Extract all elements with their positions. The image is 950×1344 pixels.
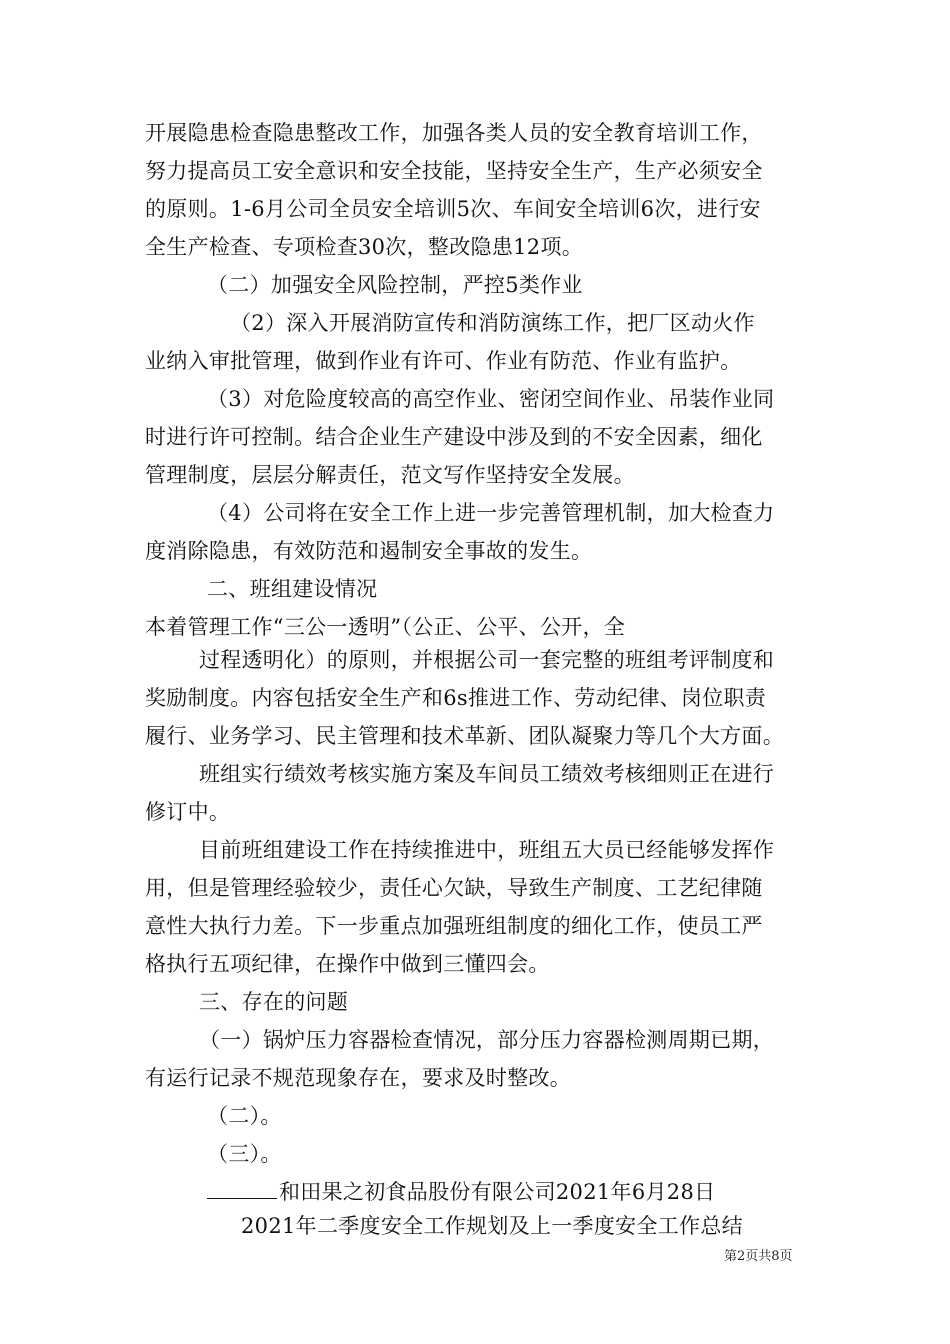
- body-text-line: （3）对危险度较高的高空作业、密闭空间作业、吊装作业同: [207, 387, 775, 411]
- body-text-line: 本着管理工作“三公一透明”（公正、公平、公开，全: [145, 615, 626, 639]
- signature-line: [207, 1178, 715, 1206]
- body-text-line: 有运行记录不规范现象存在，要求及时整改。: [145, 1066, 571, 1090]
- body-text-line: 管理制度，层层分解责任，范文写作坚持安全发展。: [145, 463, 635, 487]
- body-text-line: 意性大执行力差。下一步重点加强班组制度的细化工作，使员工严: [145, 914, 763, 938]
- body-text-line: 全生产检查、专项检查30次，整改隐患12项。: [145, 235, 584, 259]
- body-text-line: 业纳入审批管理，做到作业有许可、作业有防范、作业有监护。: [145, 349, 742, 373]
- body-text-line: 的原则。1-6月公司全员安全培训5次、车间安全培训6次，进行安: [145, 197, 761, 221]
- body-text-line: 时进行许可控制。结合企业生产建设中涉及到的不安全因素，细化: [145, 425, 763, 449]
- body-text-line: 用，但是管理经验较少，责任心欠缺，导致生产制度、工艺纪律随: [145, 876, 763, 900]
- section-heading: 二、班组建设情况: [207, 577, 378, 601]
- page-number: 第2页共8页: [724, 1249, 793, 1264]
- body-text-line: 格执行五项纪律，在操作中做到三懂四会。: [145, 952, 550, 976]
- body-text-line: （2）深入开展消防宣传和消防演练工作，把厂区动火作: [230, 311, 755, 335]
- body-text-line: 奖励制度。内容包括安全生产和6s推进工作、劳动纪律、岗位职责: [145, 686, 767, 710]
- next-document-title: 2021年二季度安全工作规划及上一季度安全工作总结: [241, 1214, 743, 1238]
- subheading-line: （二）加强安全风险控制，严控5类作业: [207, 273, 583, 297]
- body-text-line: 修订中。: [145, 800, 231, 824]
- body-text-line: 过程透明化）的原则，并根据公司一套完整的班组考评制度和: [199, 648, 775, 672]
- body-text-line: （4）公司将在安全工作上进一步完善管理机制，加大检查力: [207, 501, 775, 525]
- body-text-line: 班组实行绩效考核实施方案及车间员工绩效考核细则正在进行: [199, 762, 775, 786]
- body-text-line: 度消除隐患，有效防范和遏制安全事故的发生。: [145, 539, 593, 563]
- body-text-line: （一）锅炉压力容器检查情况，部分压力容器检测周期已期，: [199, 1028, 775, 1052]
- section-heading: 三、存在的问题: [199, 990, 349, 1014]
- body-text-line: （二）。: [207, 1104, 282, 1128]
- body-text-line: 开展隐患检查隐患整改工作，加强各类人员的安全教育培训工作，: [145, 121, 763, 145]
- body-text-line: 努力提高员工安全意识和安全技能，坚持安全生产，生产必须安全: [145, 159, 763, 183]
- signature-text: 和田果之初食品股份有限公司2021年6月28日: [279, 1180, 716, 1204]
- body-text-line: （三）。: [207, 1142, 282, 1166]
- body-text-line: 履行、业务学习、民主管理和技术革新、团队凝聚力等几个大方面。: [145, 724, 784, 748]
- signature-blank: [207, 1178, 277, 1199]
- body-text-line: 目前班组建设工作在持续推进中，班组五大员已经能够发挥作: [199, 838, 775, 862]
